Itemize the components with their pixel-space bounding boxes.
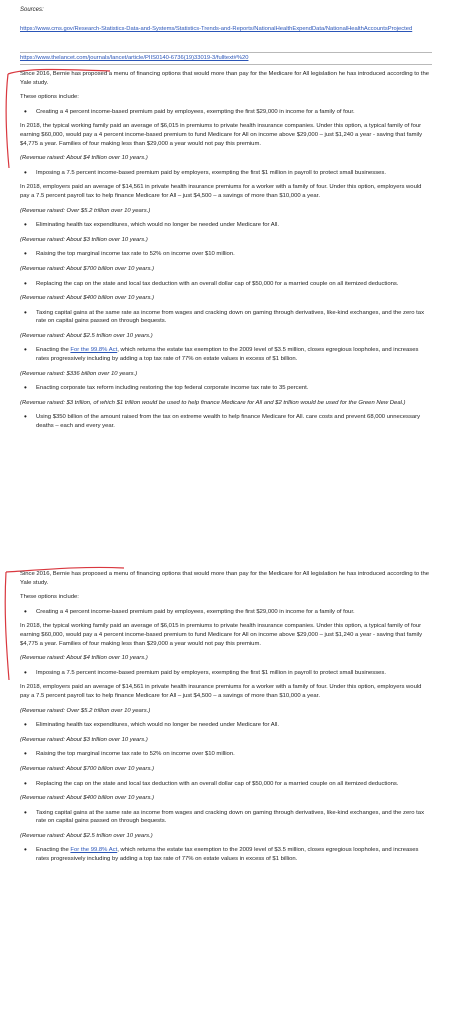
- bullet-salt-cap: • Replacing the cap on the state and local tax deduction with an overall dollar cap of $50,000 for a married couple on all itemized deductions.: [20, 280, 430, 289]
- source-link-cms[interactable]: https://www.cms.gov/Research-Statistics-Data-and-Systems/Statistics-Trends-and-Reports/NationalHealthExpendData/NationalHealthAccountsProjected: [20, 26, 413, 32]
- options-heading: These options include:: [20, 94, 79, 101]
- revenue-note: (Revenue raised: About $4 trillion over 10 years.): [20, 655, 148, 662]
- estate-text-pre: Enacting the: [36, 847, 71, 854]
- bullet-marginal-rate: • Raising the top marginal income tax rate to 52% on income over $10 million.: [20, 250, 430, 259]
- revenue-note: (Revenue raised: Over $5.2 trillion over 10 years.): [20, 207, 151, 214]
- bullet-tax-expenditures: • Eliminating health tax expenditures, which would no longer be needed under Medicare for All.: [20, 721, 430, 730]
- content-block-2: [20, 570, 430, 864]
- revenue-note: (Revenue raised: Over $5.2 trillion over 10 years.): [20, 707, 151, 714]
- revenue-note: (Revenue raised: $336 billion over 10 years.): [20, 370, 138, 377]
- for-the-99-8-act-link[interactable]: For the 99.8% Act: [70, 847, 118, 854]
- revenue-note: (Revenue raised: About $700 billion over 10 years.): [20, 765, 155, 772]
- paragraph-employer-premiums: In 2018, employers paid an average of $14,561 in private health insurance premiums for a worker with a family of four. Under this option, employers would pay a 7.5 percent payroll tax to help finance Medicare for All – just $4,500 – a savings of more than $10,000 a year.: [20, 184, 422, 199]
- bullet-extreme-wealth: • Using $350 billion of the amount raised from the tax on extreme wealth to help finance Medicare for All. care costs and prevent 68,000 unnecessary deaths – each and every year.: [20, 413, 430, 430]
- revenue-note: (Revenue raised: About $400 billion over 10 years.): [20, 295, 155, 302]
- divider: [20, 52, 432, 53]
- estate-text-pre: Enacting the: [36, 347, 71, 354]
- bullet-premium-employers: • Imposing a 7.5 percent income-based premium paid by employers, exempting the first $1 million in payroll to protect small businesses.: [20, 669, 430, 678]
- intro-paragraph: Since 2016, Bernie has proposed a menu of financing options that would more than pay for the Medicare for All legislation he has introduced according to the Yale study.: [20, 71, 429, 86]
- bullet-salt-cap: • Replacing the cap on the state and local tax deduction with an overall dollar cap of $50,000 for a married couple on all itemized deductions.: [20, 780, 430, 789]
- revenue-note: (Revenue raised: About $700 billion over 10 years.): [20, 265, 155, 272]
- bullet-estate-tax: [20, 346, 430, 363]
- bullet-premium-employees: • Creating a 4 percent income-based premium paid by employees, exempting the first $29,000 in income for a family of four.: [20, 608, 430, 617]
- estate-text-post: , which returns the estate tax exemption to the 2009 level of $3.5 million, closes egregious loopholes, and increases rates progressively including by adding a top tax rate of 77% on estate values in excess of $1 billion.: [36, 347, 419, 363]
- revenue-note: (Revenue raised: About $3 trillion over 10 years.): [20, 736, 148, 743]
- bullet-marginal-rate: • Raising the top marginal income tax rate to 52% on income over $10 million.: [20, 750, 430, 759]
- revenue-note: (Revenue raised: About $3 trillion over 10 years.): [20, 236, 148, 243]
- estate-text-post: , which returns the estate tax exemption to the 2009 level of $3.5 million, closes egregious loopholes, and increases rates progressively including by adding a top tax rate of 77% on estate values in excess of $1 billion.: [36, 847, 419, 863]
- revenue-note: (Revenue raised: About $4 trillion over 10 years.): [20, 155, 148, 162]
- content-block-1: [20, 70, 430, 431]
- revenue-note: (Revenue raised: About $2.5 trillion over 10 years.): [20, 832, 153, 839]
- paragraph-family-premiums: In 2018, the typical working family paid an average of $6,015 in premiums to private health insurance companies. Under this option, a typical family of four earning $60,000, would pay a 4 percent income-based premium to fund Medicare for All on income above $29,000 – just $1,240 a year - saving that family $4,775 a year. Families of four making less than $29,000 a year would not pay this premium.: [20, 123, 423, 147]
- revenue-note: (Revenue raised: $3 trillion, of which $1 trillion would be used to help finance Medicare for All and $2 trillion would be used for the Green New Deal.): [20, 399, 406, 406]
- bullet-corporate-tax: • Enacting corporate tax reform including restoring the top federal corporate income tax rate to 35 percent.: [20, 384, 430, 393]
- bullet-tax-expenditures: • Eliminating health tax expenditures, which would no longer be needed under Medicare for All.: [20, 221, 430, 230]
- paragraph-employer-premiums: In 2018, employers paid an average of $14,561 in private health insurance premiums for a worker with a family of four. Under this option, employers would pay a 7.5 percent payroll tax to help finance Medicare for All – just $4,500 – a savings of more than $10,000 a year.: [20, 684, 422, 699]
- bullet-capital-gains: • Taxing capital gains at the same rate as income from wages and cracking down on gaming through derivatives, like-kind exchanges, and the zero tax rate on capital gains passed on through bequests.: [20, 809, 430, 826]
- bullet-premium-employees: • Creating a 4 percent income-based premium paid by employees, exempting the first $29,000 in income for a family of four.: [20, 108, 430, 117]
- source-link-lancet[interactable]: https://www.thelancet.com/journals/lancet/article/PIIS0140-6736(19)33019-3/fulltext#%20: [20, 55, 249, 61]
- options-heading: These options include:: [20, 594, 79, 601]
- intro-paragraph: Since 2016, Bernie has proposed a menu of financing options that would more than pay for the Medicare for All legislation he has introduced according to the Yale study.: [20, 571, 429, 586]
- bullet-premium-employers: • Imposing a 7.5 percent income-based premium paid by employers, exempting the first $1 million in payroll to protect small businesses.: [20, 169, 430, 178]
- revenue-note: (Revenue raised: About $400 billion over 10 years.): [20, 795, 155, 802]
- sources-heading: Sources:: [20, 7, 44, 13]
- bullet-estate-tax: [20, 846, 430, 863]
- for-the-99-8-act-link[interactable]: For the 99.8% Act: [70, 347, 118, 354]
- paragraph-family-premiums: In 2018, the typical working family paid an average of $6,015 in premiums to private health insurance companies. Under this option, a typical family of four earning $60,000, would pay a 4 percent income-based premium to fund Medicare for All on income above $29,000 – just $1,240 a year - saving that family $4,775 a year. Families of four making less than $29,000 a year would not pay this premium.: [20, 623, 423, 647]
- revenue-note: (Revenue raised: About $2.5 trillion over 10 years.): [20, 332, 153, 339]
- bullet-capital-gains: • Taxing capital gains at the same rate as income from wages and cracking down on gaming through derivatives, like-kind exchanges, and the zero tax rate on capital gains passed on through bequests.: [20, 309, 430, 326]
